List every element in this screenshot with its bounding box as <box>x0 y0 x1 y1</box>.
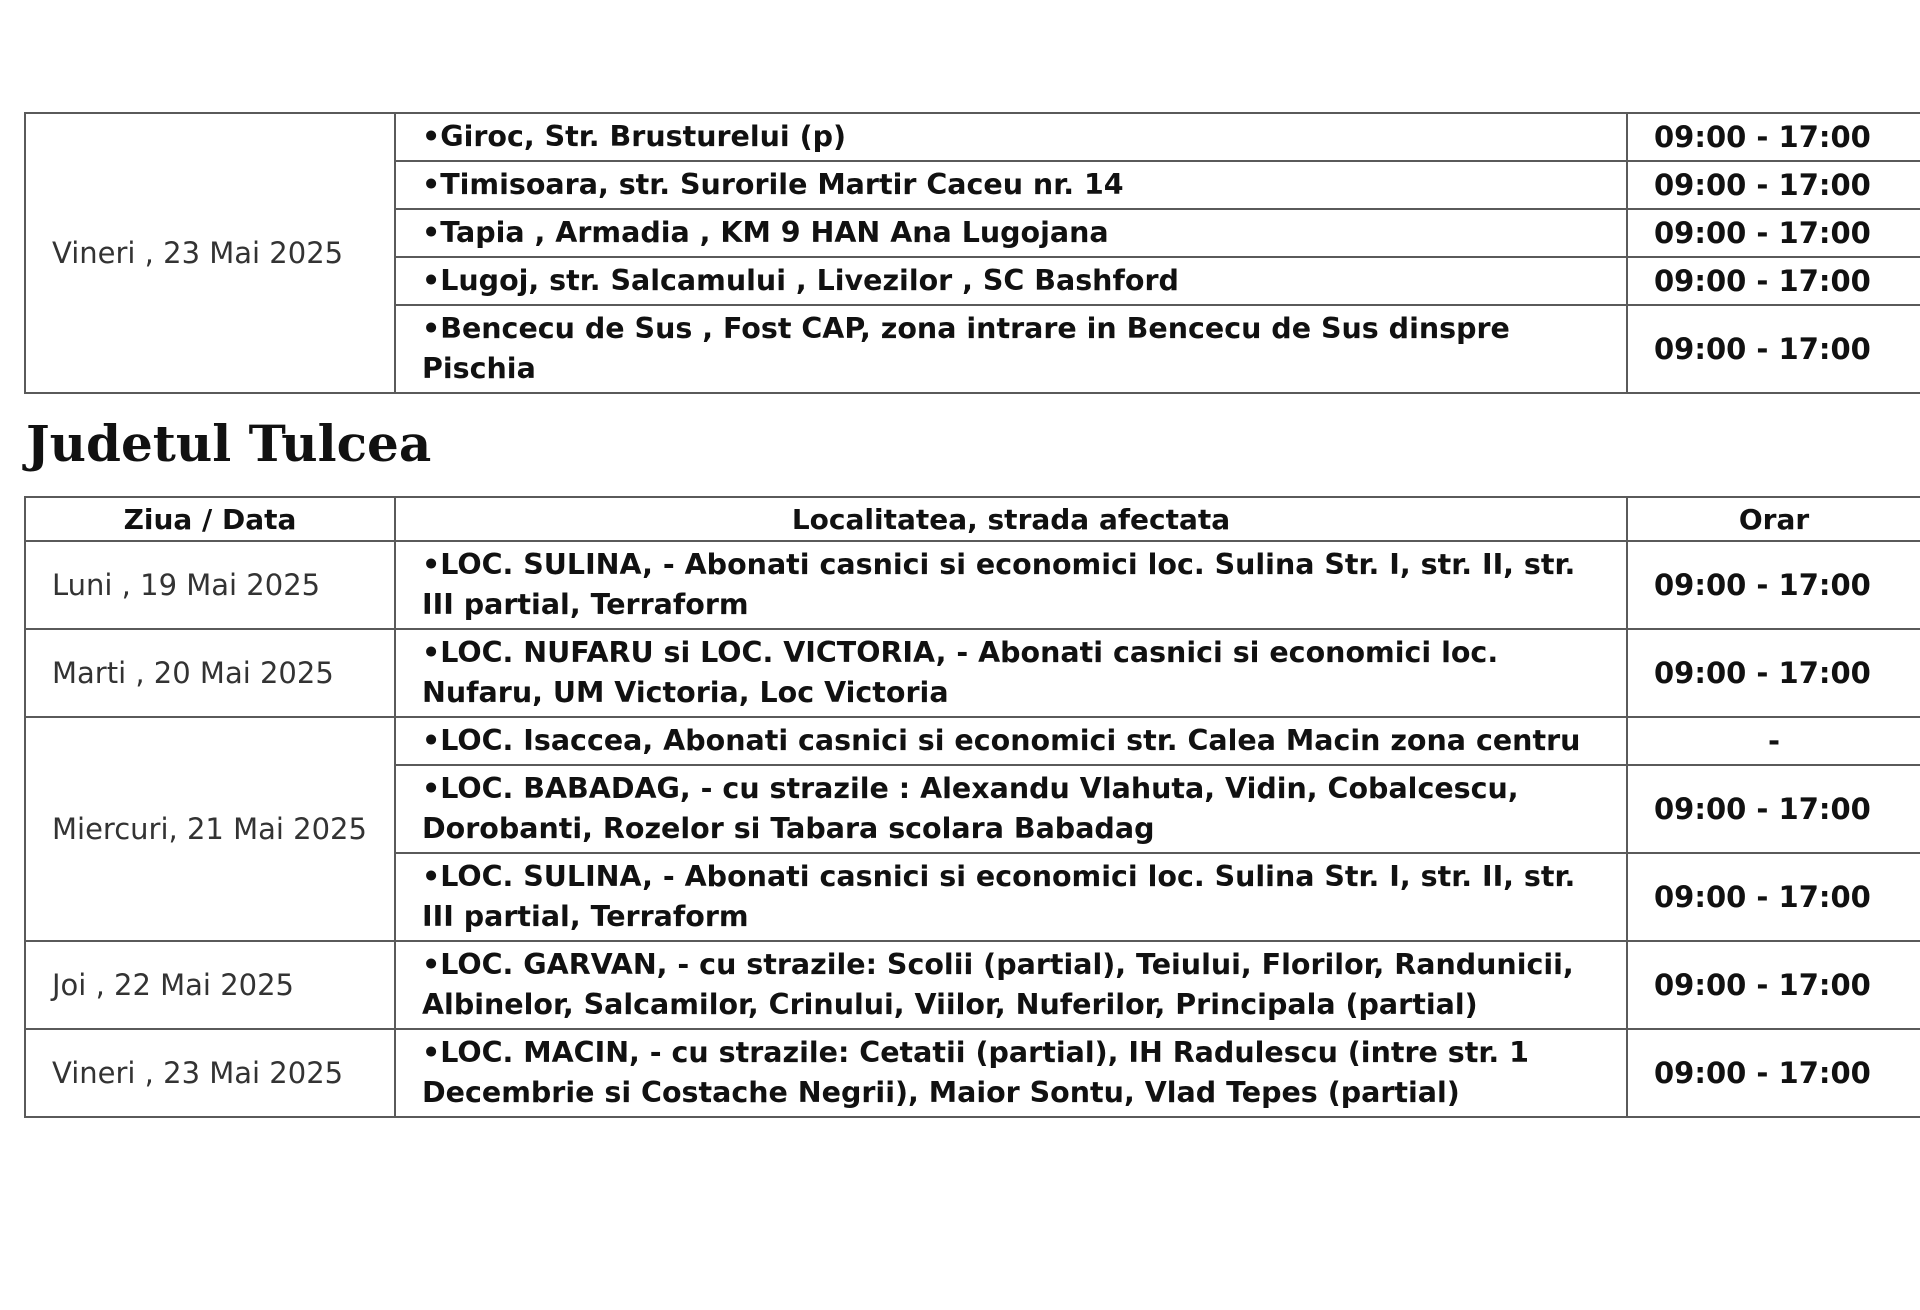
time-cell: 09:00 - 17:00 <box>1627 765 1920 853</box>
column-header-day: Ziua / Data <box>25 497 395 541</box>
location-cell: •Bencecu de Sus , Fost CAP, zona intrare in Bencecu de Sus dinspre Pischia <box>395 305 1627 393</box>
time-cell: 09:00 - 17:00 <box>1627 1029 1920 1117</box>
table-row <box>25 941 1920 1029</box>
day-cell: Marti , 20 Mai 2025 <box>25 629 395 717</box>
schedule-document <box>24 112 1920 1118</box>
time-cell: - <box>1627 717 1920 765</box>
location-cell: •LOC. Isaccea, Abonati casnici si economici str. Calea Macin zona centru <box>395 717 1627 765</box>
location-cell: •LOC. NUFARU si LOC. VICTORIA, - Abonati casnici si economici loc. Nufaru, UM Victoria, Loc Victoria <box>395 629 1627 717</box>
county-heading: Judetul Tulcea <box>26 414 432 473</box>
location-cell: •LOC. SULINA, - Abonati casnici si economici loc. Sulina Str. I, str. II, str. III partial, Terraform <box>395 853 1627 941</box>
day-cell: Joi , 22 Mai 2025 <box>25 941 395 1029</box>
tulcea-schedule-table <box>24 496 1920 1118</box>
location-cell: •Tapia , Armadia , KM 9 HAN Ana Lugojana <box>395 209 1627 257</box>
time-cell: 09:00 - 17:00 <box>1627 257 1920 305</box>
time-cell: 09:00 - 17:00 <box>1627 209 1920 257</box>
time-cell: 09:00 - 17:00 <box>1627 941 1920 1029</box>
time-cell: 09:00 - 17:00 <box>1627 541 1920 629</box>
table-row <box>25 541 1920 629</box>
column-header-time: Orar <box>1627 497 1920 541</box>
column-header-location: Localitatea, strada afectata <box>395 497 1627 541</box>
timis-schedule-table <box>24 112 1920 394</box>
time-cell: 09:00 - 17:00 <box>1627 853 1920 941</box>
time-cell: 09:00 - 17:00 <box>1627 113 1920 161</box>
location-cell: •Lugoj, str. Salcamului , Livezilor , SC Bashford <box>395 257 1627 305</box>
table-row <box>25 717 1920 765</box>
table-row <box>25 113 1920 161</box>
location-cell: •LOC. SULINA, - Abonati casnici si economici loc. Sulina Str. I, str. II, str. III partial, Terraform <box>395 541 1627 629</box>
day-cell: Vineri , 23 Mai 2025 <box>25 113 395 393</box>
time-cell: 09:00 - 17:00 <box>1627 305 1920 393</box>
table-row <box>25 629 1920 717</box>
location-cell: •LOC. GARVAN, - cu strazile: Scolii (partial), Teiului, Florilor, Randunicii, Albinelor, Salcamilor, Crinului, Viilor, Nuferilor, Principala (partial) <box>395 941 1627 1029</box>
time-cell: 09:00 - 17:00 <box>1627 161 1920 209</box>
location-cell: •Timisoara, str. Surorile Martir Caceu nr. 14 <box>395 161 1627 209</box>
day-cell: Miercuri, 21 Mai 2025 <box>25 717 395 941</box>
day-cell: Luni , 19 Mai 2025 <box>25 541 395 629</box>
table-row <box>25 1029 1920 1117</box>
location-cell: •Giroc, Str. Brusturelui (p) <box>395 113 1627 161</box>
location-cell: •LOC. MACIN, - cu strazile: Cetatii (partial), IH Radulescu (intre str. 1 Decembrie si Costache Negrii), Maior Sontu, Vlad Tepes (partial) <box>395 1029 1627 1117</box>
location-cell: •LOC. BABADAG, - cu strazile : Alexandu Vlahuta, Vidin, Cobalcescu, Dorobanti, Rozelor si Tabara scolara Babadag <box>395 765 1627 853</box>
table-header-row <box>25 497 1920 541</box>
time-cell: 09:00 - 17:00 <box>1627 629 1920 717</box>
day-cell: Vineri , 23 Mai 2025 <box>25 1029 395 1117</box>
